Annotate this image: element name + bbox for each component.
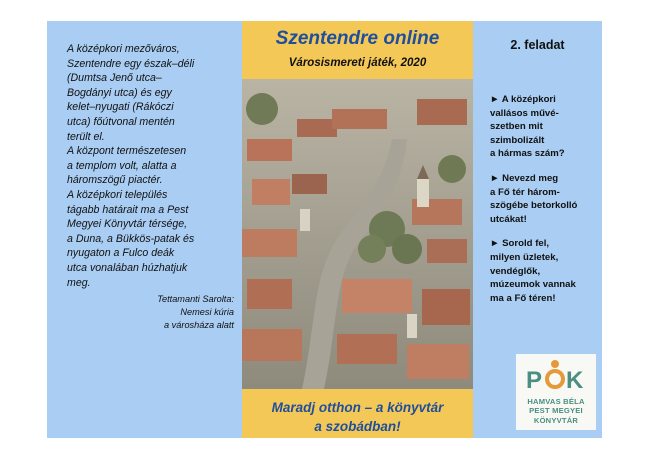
- caption-author: Tettamanti Sarolta:: [157, 294, 234, 304]
- text-line: nyugaton a Fulco deák: [67, 247, 175, 260]
- logo-line: HAMVAS BÉLA: [527, 397, 585, 406]
- page-subtitle: Városismereti játék, 2020: [288, 57, 427, 69]
- question-line: szetben mit: [490, 121, 543, 133]
- history-text: [67, 42, 239, 290]
- question-line: szimbolizált: [490, 134, 545, 146]
- slogan-line: a szobádban!: [314, 419, 401, 434]
- text-line: terült el.: [67, 130, 105, 143]
- text-line: A középkori település: [67, 188, 168, 201]
- text-line: Megyei Könyvtár térsége,: [67, 218, 188, 231]
- question-line: milyen üzletek,: [490, 251, 559, 263]
- text-line: a templom volt, alatta a: [67, 159, 177, 172]
- left-panel: [47, 21, 242, 438]
- text-line: utca) főútvonal mentén: [67, 115, 175, 128]
- question-3: [490, 237, 600, 305]
- slogan-line: Maradj otthon – a könyvtár: [271, 400, 444, 415]
- question-list: [490, 93, 600, 316]
- text-line: meg.: [67, 276, 91, 289]
- question-line: a hármas szám?: [490, 148, 565, 160]
- question-line: a Fő tér három-: [490, 186, 560, 198]
- question-line: vallásos művé-: [490, 107, 559, 119]
- page-title: Szentendre online: [275, 28, 440, 49]
- question-line: szögébe betorkolló: [490, 200, 578, 212]
- library-logo: [516, 354, 596, 430]
- question-line: ► A középkori: [490, 94, 556, 105]
- question-line: utcákat!: [490, 213, 527, 225]
- pmk-logo-icon: [524, 358, 588, 394]
- task-title: 2. feladat: [510, 38, 565, 52]
- middle-panel: [242, 21, 473, 438]
- text-line: háromszögű piactér.: [67, 174, 163, 187]
- aerial-photo-illustration: [242, 79, 473, 389]
- text-line: Szentendre egy észak–déli: [67, 57, 195, 70]
- logo-line: KÖNYVTÁR: [533, 415, 579, 425]
- question-line: ma a Fő téren!: [490, 292, 556, 304]
- question-2: [490, 172, 600, 226]
- text-line: Bogdányi utca) és egy: [67, 86, 172, 99]
- logo-text: [516, 397, 596, 425]
- image-caption: [67, 293, 234, 333]
- text-line: kelet–nyugati (Rákóczi: [67, 101, 174, 114]
- question-line: vendéglők,: [490, 265, 541, 277]
- caption-line: a városháza alatt: [164, 320, 234, 331]
- slogan: [242, 398, 473, 436]
- text-line: tágabb határait ma a Pest: [67, 203, 189, 216]
- text-line: A középkori mezőváros,: [67, 43, 180, 55]
- svg-text:P: P: [526, 367, 543, 394]
- question-line: ► Nevezd meg: [490, 172, 559, 184]
- question-line: múzeumok vannak: [490, 279, 576, 291]
- aerial-town-photo: [242, 79, 473, 389]
- text-line: (Dumtsa Jenő utca–: [67, 72, 162, 85]
- caption-line: Nemesi kúria: [180, 307, 234, 318]
- text-line: a Duna, a Bükkös-patak és: [67, 232, 195, 245]
- right-panel: [473, 21, 602, 438]
- svg-text:K: K: [566, 367, 584, 394]
- question-1: [490, 93, 600, 161]
- logo-line: PEST MEGYEI: [529, 406, 583, 416]
- text-line: utca vonalában húzhatjuk: [67, 261, 188, 274]
- question-line: ► Sorold fel,: [490, 238, 550, 250]
- text-line: A központ természetesen: [67, 145, 187, 158]
